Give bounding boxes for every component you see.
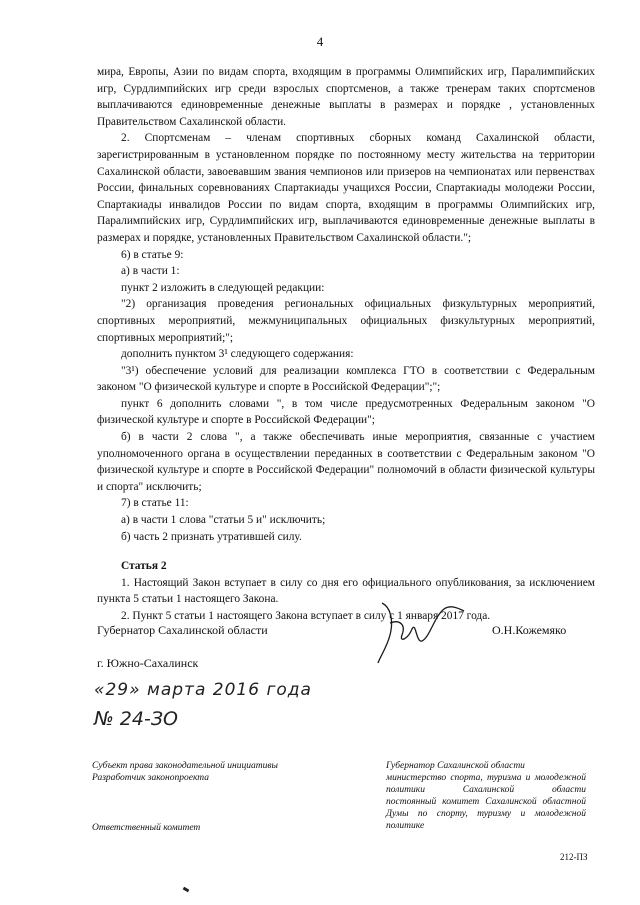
footer-right-line: Губернатор Сахалинской области	[386, 761, 525, 771]
body-paragraph: 6) в статье 9:	[121, 248, 184, 261]
document-code: 212-ПЗ	[560, 852, 588, 862]
footer-left	[92, 760, 327, 834]
page-number: 4	[316, 34, 324, 49]
signatory-position: Губернатор Сахалинской области	[97, 623, 268, 637]
signatory-name: О.Н.Кожемяко	[492, 623, 567, 637]
body-paragraph: б) в части 2 слова ", а также обеспечивать иные мероприятия, связанные с участием уполномоченного органа в осуществлении переданных в соответствии с Федеральным законом "О физической культуре и спорте в Российской Федерации" полномочий в области физической культуры и спорта" исключить;	[97, 431, 595, 493]
handwritten-date: «29» марта 2016 года	[94, 680, 312, 700]
body-paragraph: мира, Европы, Азии по видам спорта, входящим в программы Олимпийских игр, Паралимпийских игр, Сурдлимпийских игр среди взрослых спортсменов, а также тренерам таких спортсменов выплачиваются единовременные денежные выплаты в размерах и порядке , установленных Правительством Сахалинской области.	[97, 66, 595, 128]
footer-left-line: Разработчик законопроекта	[92, 773, 210, 783]
article-item: 2. Пункт 5 статьи 1 настоящего Закона вступает в силу с 1 января 2017 года.	[121, 610, 491, 622]
body-paragraph: б) часть 2 признать утратившей силу.	[121, 530, 302, 543]
city-label: г. Южно-Сахалинск	[97, 656, 199, 670]
handwritten-number: № 24-ЗО	[94, 708, 178, 730]
footer-right-line: постоянный комитет Сахалинской областной Думы по спорту, туризму и молодежной политике	[386, 797, 586, 831]
document-body	[97, 64, 595, 625]
footer-left-line: Ответственный комитет	[92, 823, 201, 833]
handwritten-signature	[360, 595, 470, 670]
scan-mark	[183, 887, 190, 893]
body-paragraph: "3¹) обеспечение условий для реализации комплекса ГТО в соответствии с Федеральным законом "О физической культуре и спорте в Российской Федерации";";	[97, 364, 595, 394]
article-item: 1. Настоящий Закон вступает в силу со дня его официального опубликования, за исключением пункта 5 статьи 1 настоящего Закона.	[97, 576, 595, 606]
footer-right	[386, 760, 586, 832]
body-paragraph: 7) в статье 11:	[121, 497, 189, 510]
body-paragraph: 2. Спортсменам – членам спортивных сборных команд Сахалинской области, зарегистрированным в установленном порядке по постоянному месту жительства на территории Сахалинской области, завоевавшим звания чемпионов или призеров на чемпионатах или первенствах России, финальных соревнованиях Спартакиады учащихся России, Спартакиады молодежи России, Спартакиады инвалидов России по видам спорта, входящим в программы Олимпийских игр, Паралимпийских игр, Сурдлимпийских игр, выплачиваются единовременные денежные выплаты в размерах и порядке, установленных Правительством Сахалинской области.";	[97, 132, 595, 244]
footer-left-line: Субъект права законодательной инициативы	[92, 761, 278, 771]
body-paragraph: а) в части 1:	[121, 265, 180, 278]
body-paragraph: дополнить пунктом 3¹ следующего содержания:	[121, 348, 354, 361]
body-paragraph: а) в части 1 слова "статьи 5 и" исключить;	[121, 514, 326, 527]
body-paragraph: пункт 2 изложить в следующей редакции:	[121, 281, 325, 294]
body-paragraph: пункт 6 дополнить словами ", в том числе предусмотренных Федеральным законом "О физической культуре и спорте в Российской Федерации";	[97, 397, 595, 427]
body-paragraph: "2) организация проведения региональных официальных физкультурных мероприятий, спортивных мероприятий, межмуниципальных официальных физкультурных мероприятий, спортивных мероприятий;";	[97, 298, 595, 344]
article-heading: Статья 2	[121, 560, 167, 573]
footer-right-line: министерство спорта, туризма и молодежной политики Сахалинской области	[386, 773, 586, 795]
